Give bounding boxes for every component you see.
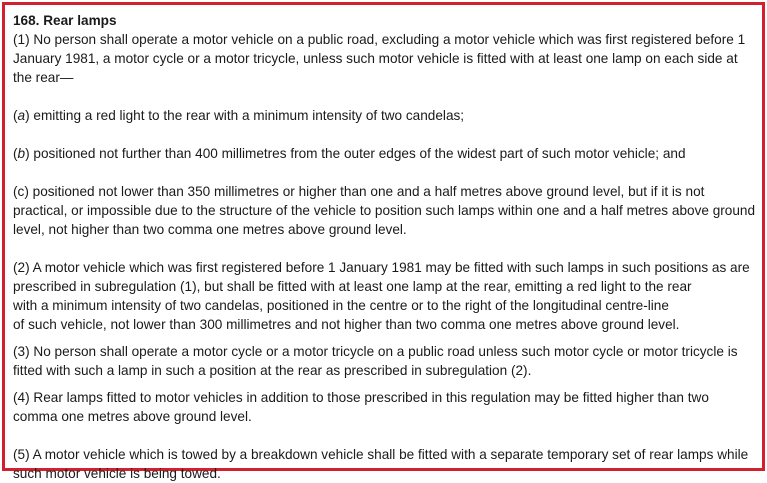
document-frame [2, 2, 765, 481]
regulation-text [13, 11, 757, 483]
item-a-text: emitting a red light to the rear with a minimum intensity of two candelas; [33, 108, 465, 123]
item-a: (a) emitting a red light to the rear with a minimum intensity of two candelas; [13, 108, 465, 123]
subregulation-1: (1) No person shall operate a motor vehicle on a public road, excluding a motor vehicle which was first registered before 1 January 1981, a motor cycle or a motor tricycle, unless such motor vehicle is fitted with at least one lamp on each side at the rear— [13, 32, 746, 85]
subregulation-2-line: prescribed in subregulation (1), but shall be fitted with at least one lamp at the rear, emitting a red light to the rear [13, 279, 692, 294]
subregulation-5: (5) A motor vehicle which is towed by a breakdown vehicle shall be fitted with a separate temporary set of rear lamps while such motor vehicle is being towed. [13, 447, 749, 481]
subregulation-2-line: (2) A motor vehicle which was first registered before 1 January 1981 may be fitted with such lamps in such positions as are [13, 260, 750, 275]
item-c: (c) positioned not lower than 350 millimetres or higher than one and a half metres above ground level, but if it is not practical, or impossible due to the structure of the vehicle to position such lamps within one and a half metres above ground level, not higher than two comma one metres above ground level. [13, 184, 756, 237]
item-b: (b) positioned not further than 400 millimetres from the outer edges of the widest part of such motor vehicle; and [13, 146, 686, 161]
subregulation-4: (4) Rear lamps fitted to motor vehicles in addition to those prescribed in this regulation may be fitted higher than two comma one metres above ground level. [13, 390, 709, 424]
subregulation-2-line: of such vehicle, not lower than 300 millimetres and not higher than two comma one metres above ground level. [13, 317, 680, 332]
item-b-letter: b [17, 146, 26, 161]
section-heading: 168. Rear lamps [13, 13, 117, 28]
item-b-text: positioned not further than 400 millimetres from the outer edges of the widest part of such motor vehicle; and [33, 146, 686, 161]
subregulation-3: (3) No person shall operate a motor cycle or a motor tricycle on a public road unless such motor cycle or motor tricycle is fitted with such a lamp in such a position at the rear as prescribed in subregulation (2). [13, 344, 738, 378]
item-a-letter: a [17, 108, 26, 123]
subregulation-2-line: with a minimum intensity of two candelas, positioned in the centre or to the right of the longitudinal centre-line [13, 298, 669, 313]
subregulation-2 [13, 258, 757, 334]
